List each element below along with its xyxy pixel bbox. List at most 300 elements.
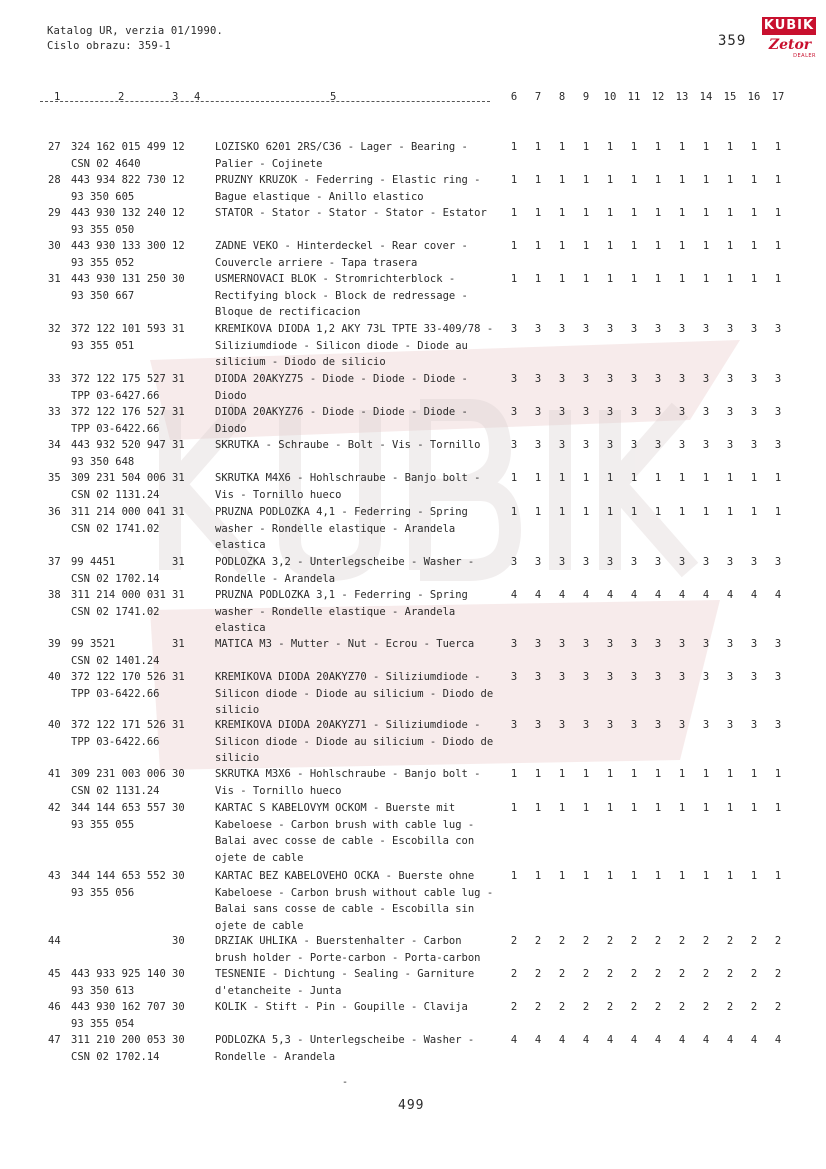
quantity-cell: 1: [606, 506, 614, 518]
quantity-cell: 1: [534, 472, 542, 484]
quantity-cell: 2: [678, 935, 686, 947]
quantity-cell: 1: [702, 273, 710, 285]
quantity-cell: 3: [774, 671, 782, 683]
quantity-cell: 3: [630, 638, 638, 650]
quantity-cell: 2: [702, 1001, 710, 1013]
part-number: 372 122 171 526: [71, 719, 166, 731]
standard-number: 93 355 056: [71, 886, 135, 899]
quantity-cell: 3: [750, 638, 758, 650]
quantity-cell: 3: [678, 556, 686, 568]
quantity-cell: 3: [702, 671, 710, 683]
standard-number: CSN 02 1131.24: [71, 784, 160, 797]
quantity-cell: 3: [606, 323, 614, 335]
part-number: 311 214 000 041: [71, 506, 166, 518]
quantity-cell: 3: [726, 373, 734, 385]
quantity-cell: 3: [630, 671, 638, 683]
quantity-cell: 3: [774, 406, 782, 418]
quantity-cell: 4: [630, 1034, 638, 1046]
quantity-cell: 1: [534, 802, 542, 814]
quantity-cell: 3: [750, 406, 758, 418]
description-line: Rondelle - Arandela: [215, 1050, 336, 1063]
quantity-cell: 1: [702, 141, 710, 153]
quantity-cell: 4: [534, 1034, 542, 1046]
standard-number: CSN 02 1702.14: [71, 1050, 160, 1063]
description-line: PRUZNY KRUZOK - Federring - Elastic ring -: [215, 174, 481, 186]
quantity-cell: 3: [534, 439, 542, 451]
quantity-cell: 3: [582, 638, 590, 650]
quantity-cell: 1: [678, 768, 686, 780]
qty-col-header: 15: [723, 91, 737, 103]
quantity-cell: 1: [558, 141, 566, 153]
quantity-cell: 3: [702, 373, 710, 385]
quantity-cell: 3: [702, 556, 710, 568]
quantity-cell: 1: [606, 141, 614, 153]
quantity-cell: 2: [654, 968, 662, 980]
quantity-cell: 3: [654, 406, 662, 418]
quantity-cell: 3: [630, 556, 638, 568]
quantity-cell: 3: [558, 556, 566, 568]
quantity-cell: 4: [726, 1034, 734, 1046]
quantity-cell: 3: [726, 671, 734, 683]
part-number: 344 144 653 557: [71, 802, 166, 814]
quantity-cell: 1: [582, 174, 590, 186]
quantity-cell: 3: [558, 323, 566, 335]
qty-col-header: 11: [627, 91, 641, 103]
part-number: 372 122 175 527: [71, 373, 166, 385]
part-number: 372 122 101 593: [71, 323, 166, 335]
quantity-cell: 2: [558, 935, 566, 947]
position-number: 32: [48, 323, 61, 335]
quantity-cell: 3: [750, 671, 758, 683]
quantity-cell: 1: [702, 240, 710, 252]
quantity-cell: 4: [678, 1034, 686, 1046]
quantity-cell: 3: [678, 719, 686, 731]
description-line: ZADNE VEKO - Hinterdeckel - Rear cover -: [215, 240, 468, 252]
quantity-cell: 2: [774, 935, 782, 947]
quantity-cell: 4: [654, 589, 662, 601]
quantity-cell: 2: [510, 1001, 518, 1013]
quantity-cell: 4: [750, 1034, 758, 1046]
quantity-cell: 1: [630, 240, 638, 252]
quantity-cell: 2: [630, 935, 638, 947]
position-number: 27: [48, 141, 61, 153]
standard-number: CSN 02 4640: [71, 157, 141, 170]
quantity-cell: 3: [630, 323, 638, 335]
quantity-cell: 2: [750, 935, 758, 947]
quantity-cell: 1: [582, 802, 590, 814]
quantity-cell: 1: [654, 240, 662, 252]
quantity-cell: 1: [510, 174, 518, 186]
quantity-cell: 1: [702, 802, 710, 814]
quantity-cell: 3: [630, 439, 638, 451]
quantity-cell: 1: [606, 240, 614, 252]
description-line: SKRUTKA - Schraube - Bolt - Vis - Tornillo: [215, 439, 481, 451]
description-line: PODLOZKA 5,3 - Unterlegscheibe - Washer -: [215, 1034, 475, 1046]
quantity-cell: 3: [606, 373, 614, 385]
quantity-cell: 1: [606, 174, 614, 186]
part-number: 99 4451: [71, 556, 116, 568]
part-number: 324 162 015 499: [71, 141, 166, 153]
quantity-cell: 2: [678, 1001, 686, 1013]
quantity-cell: 3: [510, 556, 518, 568]
quantity-cell: 1: [654, 768, 662, 780]
group-code: 31: [172, 406, 185, 418]
quantity-cell: 3: [558, 638, 566, 650]
description-line: ojete de cable: [215, 919, 304, 932]
description-line: Bloque de rectificacion: [215, 306, 361, 318]
qty-col-header: 6: [510, 91, 518, 103]
quantity-cell: 4: [582, 1034, 590, 1046]
quantity-cell: 1: [606, 273, 614, 285]
standard-number: 93 355 054: [71, 1017, 135, 1030]
quantity-cell: 3: [510, 719, 518, 731]
logo-dealer: DEALER: [793, 53, 816, 59]
quantity-cell: 3: [582, 439, 590, 451]
quantity-cell: 1: [654, 273, 662, 285]
quantity-cell: 1: [726, 273, 734, 285]
part-number: 99 3521: [71, 638, 116, 650]
description-line: d'etancheite - Junta: [215, 984, 342, 997]
quantity-cell: 1: [678, 273, 686, 285]
description-line: Rondelle - Arandela: [215, 572, 336, 585]
quantity-cell: 1: [558, 273, 566, 285]
description-line: PRUZNA PODLOZKA 4,1 - Federring - Spring: [215, 506, 468, 518]
qty-col-header: 10: [603, 91, 617, 103]
part-number: 443 930 133 300: [71, 240, 166, 252]
position-number: 33: [48, 373, 61, 385]
quantity-cell: 4: [558, 1034, 566, 1046]
quantity-cell: 1: [654, 802, 662, 814]
quantity-cell: 1: [726, 768, 734, 780]
description-line: Rectifying block - Block de redressage -: [215, 289, 468, 302]
description-line: SKRUTKA M4X6 - Hohlschraube - Banjo bolt -: [215, 472, 481, 484]
quantity-cell: 2: [534, 1001, 542, 1013]
quantity-cell: 1: [606, 870, 614, 882]
quantity-cell: 1: [654, 141, 662, 153]
qty-col-header: 12: [651, 91, 665, 103]
position-number: 40: [48, 719, 61, 731]
group-code: 31: [172, 373, 185, 385]
quantity-cell: 2: [534, 968, 542, 980]
quantity-cell: 2: [582, 968, 590, 980]
quantity-cell: 1: [774, 802, 782, 814]
quantity-cell: 1: [606, 207, 614, 219]
quantity-cell: 1: [606, 768, 614, 780]
description-line: KOLIK - Stift - Pin - Goupille - Clavija: [215, 1001, 468, 1013]
quantity-cell: 4: [678, 589, 686, 601]
quantity-cell: 1: [510, 506, 518, 518]
description-line: DIODA 20AKYZ76 - Diode - Diode - Diode -: [215, 406, 468, 418]
quantity-cell: 4: [750, 589, 758, 601]
standard-number: CSN 02 1741.02: [71, 605, 160, 618]
quantity-cell: 3: [774, 556, 782, 568]
standard-number: 93 350 648: [71, 455, 135, 468]
quantity-cell: 1: [654, 207, 662, 219]
quantity-cell: 3: [534, 373, 542, 385]
quantity-cell: 2: [630, 968, 638, 980]
quantity-cell: 1: [678, 174, 686, 186]
quantity-cell: 2: [750, 968, 758, 980]
quantity-cell: 3: [606, 671, 614, 683]
quantity-cell: 3: [702, 638, 710, 650]
quantity-cell: 1: [630, 870, 638, 882]
quantity-cell: 3: [726, 439, 734, 451]
description-line: Palier - Cojinete: [215, 157, 323, 170]
quantity-cell: 1: [774, 472, 782, 484]
quantity-cell: 1: [726, 141, 734, 153]
quantity-cell: 1: [534, 273, 542, 285]
col-5: 5: [330, 91, 337, 103]
quantity-cell: 3: [534, 323, 542, 335]
qty-col-header: 9: [582, 91, 590, 103]
quantity-cell: 1: [582, 273, 590, 285]
description-line: LOZISKO 6201 2RS/C36 - Lager - Bearing -: [215, 141, 468, 153]
quantity-cell: 3: [558, 439, 566, 451]
quantity-cell: 1: [654, 472, 662, 484]
quantity-cell: 3: [750, 556, 758, 568]
quantity-cell: 1: [774, 870, 782, 882]
standard-number: 93 355 052: [71, 256, 135, 269]
quantity-cell: 3: [606, 638, 614, 650]
description-line: KREMIKOVA DIODA 1,2 AKY 73L TPTE 33-409/78 -: [215, 323, 494, 335]
group-code: 12: [172, 174, 185, 186]
quantity-cell: 1: [630, 768, 638, 780]
description-line: DIODA 20AKYZ75 - Diode - Diode - Diode -: [215, 373, 468, 385]
quantity-cell: 2: [582, 1001, 590, 1013]
quantity-cell: 1: [678, 472, 686, 484]
standard-number: TPP 03-6422.66: [71, 735, 160, 748]
qty-col-header: 7: [534, 91, 542, 103]
quantity-cell: 1: [678, 802, 686, 814]
quantity-cell: 1: [606, 802, 614, 814]
logo-kubik: KUBIK: [763, 18, 815, 33]
quantity-cell: 1: [534, 240, 542, 252]
position-number: 44: [48, 935, 61, 947]
quantity-cell: 4: [606, 1034, 614, 1046]
description-line: Balai sans cosse de cable - Escobilla sin: [215, 903, 475, 915]
quantity-cell: 1: [582, 768, 590, 780]
quantity-cell: 1: [726, 870, 734, 882]
catalog-version: Katalog UR, verzia 01/1990.: [47, 25, 224, 37]
quantity-cell: 1: [678, 240, 686, 252]
description-line: Balai avec cosse de cable - Escobilla con: [215, 835, 475, 847]
quantity-cell: 3: [774, 323, 782, 335]
part-number: 443 932 520 947: [71, 439, 166, 451]
quantity-cell: 1: [750, 207, 758, 219]
group-code: 31: [172, 506, 185, 518]
group-code: 30: [172, 870, 185, 882]
quantity-cell: 1: [750, 141, 758, 153]
quantity-cell: 1: [726, 174, 734, 186]
quantity-cell: 1: [510, 207, 518, 219]
quantity-cell: 2: [702, 935, 710, 947]
quantity-cell: 2: [606, 968, 614, 980]
kubik-zetor-logo: [762, 17, 816, 61]
quantity-cell: 2: [606, 935, 614, 947]
quantity-cell: 3: [654, 373, 662, 385]
quantity-cell: 1: [702, 174, 710, 186]
watermark-letter-k2: [610, 410, 690, 570]
description-line: KREMIKOVA DIODA 20AKYZ70 - Siliziumdiode -: [215, 671, 481, 683]
position-number: 35: [48, 472, 61, 484]
quantity-cell: 3: [750, 373, 758, 385]
quantity-cell: 3: [678, 439, 686, 451]
quantity-cell: 1: [678, 141, 686, 153]
group-code: 30: [172, 768, 185, 780]
logo-zetor: Zetor: [768, 37, 812, 53]
quantity-cell: 4: [558, 589, 566, 601]
position-number: 45: [48, 968, 61, 980]
quantity-cell: 1: [678, 870, 686, 882]
quantity-cell: 2: [726, 935, 734, 947]
quantity-cell: 3: [678, 638, 686, 650]
quantity-cell: 1: [726, 472, 734, 484]
quantity-cell: 2: [654, 1001, 662, 1013]
quantity-cell: 2: [678, 968, 686, 980]
part-number: 311 210 200 053: [71, 1034, 166, 1046]
group-code: 31: [172, 323, 185, 335]
quantity-cell: 1: [558, 802, 566, 814]
quantity-cell: 1: [510, 240, 518, 252]
quantity-cell: 3: [678, 671, 686, 683]
quantity-cell: 2: [726, 1001, 734, 1013]
quantity-cell: 3: [510, 671, 518, 683]
description-line: MATICA M3 - Mutter - Nut - Ecrou - Tuerca: [215, 638, 475, 650]
quantity-cell: 3: [750, 439, 758, 451]
quantity-cell: 3: [582, 556, 590, 568]
quantity-cell: 2: [726, 968, 734, 980]
position-number: 33: [48, 406, 61, 418]
part-number: 443 933 925 140: [71, 968, 166, 980]
quantity-cell: 3: [630, 406, 638, 418]
quantity-cell: 4: [582, 589, 590, 601]
group-code: 31: [172, 472, 185, 484]
quantity-cell: 1: [750, 802, 758, 814]
quantity-cell: 1: [558, 472, 566, 484]
page-number: 359: [718, 33, 747, 49]
quantity-cell: 1: [606, 472, 614, 484]
description-line: silicium - Diodo de silicio: [215, 356, 386, 368]
quantity-cell: 1: [630, 472, 638, 484]
quantity-cell: 3: [558, 671, 566, 683]
position-number: 37: [48, 556, 61, 568]
description-line: Vis - Tornillo hueco: [215, 488, 342, 501]
quantity-cell: 1: [774, 240, 782, 252]
quantity-cell: 1: [726, 240, 734, 252]
col-4: 4: [194, 91, 201, 103]
quantity-cell: 1: [678, 207, 686, 219]
description-line: Kabeloese - Carbon brush with cable lug -: [215, 818, 475, 831]
quantity-cell: 3: [510, 323, 518, 335]
bottom-dash: -: [342, 1077, 349, 1088]
quantity-cell: 1: [558, 174, 566, 186]
description-line: SKRUTKA M3X6 - Hohlschraube - Banjo bolt -: [215, 768, 481, 780]
quantity-cell: 4: [726, 589, 734, 601]
description-line: Silicon diode - Diode au silicium - Diodo de: [215, 687, 494, 700]
quantity-cell: 3: [582, 719, 590, 731]
quantity-cell: 3: [726, 556, 734, 568]
description-line: brush holder - Porte-carbon - Porta-carbon: [215, 951, 481, 964]
group-code: 31: [172, 439, 185, 451]
quantity-cell: 1: [702, 870, 710, 882]
quantity-cell: 3: [582, 373, 590, 385]
quantity-cell: 3: [678, 373, 686, 385]
quantity-cell: 1: [654, 174, 662, 186]
group-code: 12: [172, 207, 185, 219]
quantity-cell: 1: [750, 273, 758, 285]
position-number: 46: [48, 1001, 61, 1013]
group-code: 12: [172, 141, 185, 153]
quantity-cell: 3: [606, 719, 614, 731]
quantity-cell: 1: [678, 506, 686, 518]
position-number: 42: [48, 802, 61, 814]
quantity-cell: 4: [630, 589, 638, 601]
quantity-cell: 3: [702, 719, 710, 731]
quantity-cell: 1: [702, 207, 710, 219]
quantity-cell: 4: [774, 1034, 782, 1046]
quantity-cell: 2: [582, 935, 590, 947]
qty-col-header: 16: [747, 91, 761, 103]
quantity-cell: 1: [630, 273, 638, 285]
description-line: silicio: [215, 752, 260, 764]
quantity-cell: 3: [726, 323, 734, 335]
description-line: Diodo: [215, 422, 247, 435]
quantity-cell: 3: [534, 719, 542, 731]
quantity-cell: 2: [534, 935, 542, 947]
standard-number: CSN 02 1702.14: [71, 572, 160, 585]
group-code: 30: [172, 935, 185, 947]
quantity-cell: 1: [630, 207, 638, 219]
description-line: KARTAC S KABELOVYM OCKOM - Buerste mit: [215, 802, 456, 814]
quantity-cell: 2: [606, 1001, 614, 1013]
header-rule: [40, 101, 490, 102]
standard-number: 93 350 667: [71, 289, 135, 302]
quantity-cell: 1: [558, 768, 566, 780]
quantity-cell: 1: [750, 472, 758, 484]
standard-number: TPP 03-6427.66: [71, 389, 160, 402]
quantity-cell: 1: [654, 870, 662, 882]
group-code: 31: [172, 719, 185, 731]
quantity-cell: 1: [702, 472, 710, 484]
description-line: washer - Rondelle elastique - Arandela: [215, 605, 456, 618]
quantity-cell: 1: [630, 174, 638, 186]
description-line: STATOR - Stator - Stator - Stator - Estator: [215, 207, 487, 219]
standard-number: TPP 03-6422.66: [71, 422, 160, 435]
quantity-cell: 2: [750, 1001, 758, 1013]
part-number: 443 930 131 250: [71, 273, 166, 285]
group-code: 30: [172, 802, 185, 814]
quantity-cell: 1: [558, 506, 566, 518]
quantity-cell: 4: [702, 1034, 710, 1046]
quantity-cell: 3: [510, 638, 518, 650]
part-number: 443 930 162 707: [71, 1001, 166, 1013]
position-number: 28: [48, 174, 61, 186]
quantity-cell: 3: [774, 439, 782, 451]
quantity-cell: 4: [510, 589, 518, 601]
description-line: Siliziumdiode - Silicon diode - Diode au: [215, 339, 468, 352]
quantity-cell: 3: [510, 439, 518, 451]
quantity-cell: 3: [750, 719, 758, 731]
group-code: 30: [172, 968, 185, 980]
description-line: silicio: [215, 704, 260, 716]
group-code: 30: [172, 273, 185, 285]
quantity-cell: 1: [774, 174, 782, 186]
group-code: 31: [172, 556, 185, 568]
quantity-cell: 3: [726, 638, 734, 650]
part-number: 372 122 170 526: [71, 671, 166, 683]
quantity-cell: 1: [534, 207, 542, 219]
quantity-cell: 3: [702, 406, 710, 418]
